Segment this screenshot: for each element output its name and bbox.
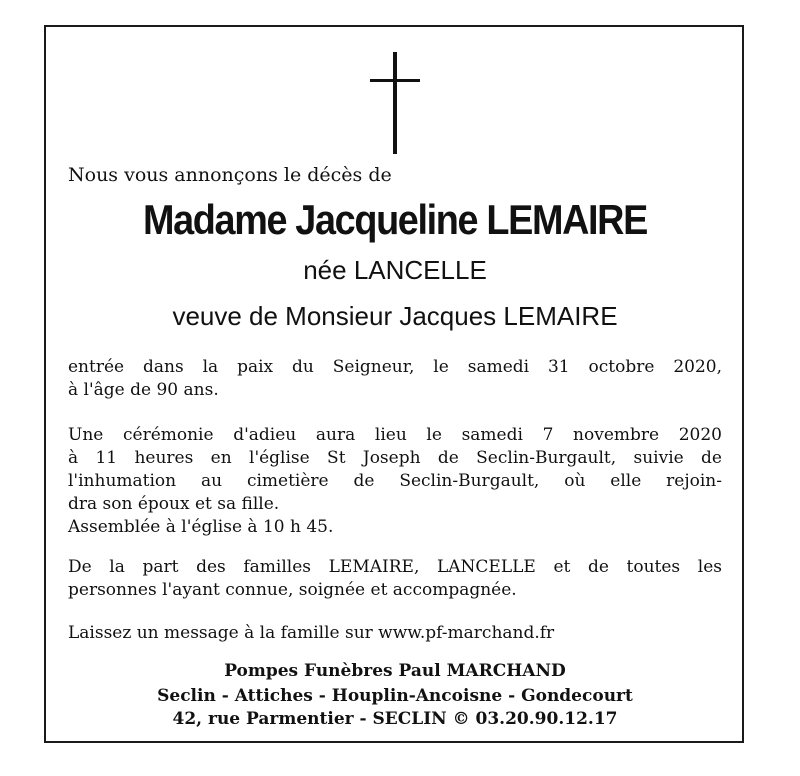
- family-line: personnes l'ayant connue, soignée et accompagnée.: [68, 580, 517, 600]
- ceremony-line: l'inhumation au cimetière de Seclin-Burgault, où elle rejoin-: [68, 471, 722, 491]
- ceremony-paragraph: [68, 424, 722, 539]
- cross-horizontal-bar: [370, 79, 420, 82]
- death-paragraph: [68, 356, 722, 402]
- ceremony-line: dra son époux et sa fille.: [68, 494, 280, 514]
- death-line: à l'âge de 90 ans.: [68, 380, 219, 400]
- family-paragraph: [68, 556, 722, 602]
- cross-vertical-bar: [393, 52, 397, 154]
- cross-icon: [370, 52, 420, 154]
- funeral-home-locations: Seclin - Attiches - Houplin-Ancoisne - Gondecourt: [157, 686, 633, 706]
- death-line: entrée dans la paix du Seigneur, le samedi 31 octobre 2020,: [68, 357, 722, 377]
- widow-of-text: veuve de Monsieur Jacques LEMAIRE: [172, 301, 618, 331]
- funeral-home-address: 42, rue Parmentier - SECLIN © 03.20.90.12.17: [172, 709, 618, 729]
- message-paragraph: [68, 622, 722, 645]
- ceremony-line: Une cérémonie d'adieu aura lieu le samedi 7 novembre 2020: [68, 425, 722, 445]
- intro-text: Nous vous annonçons le décès de: [68, 164, 392, 186]
- maiden-name: née LANCELLE: [303, 255, 487, 285]
- ceremony-line: Assemblée à l'église à 10 h 45.: [68, 517, 334, 537]
- message-line: Laissez un message à la famille sur www.pf-marchand.fr: [68, 623, 555, 643]
- funeral-home-name: Pompes Funèbres Paul MARCHAND: [224, 661, 566, 681]
- family-line: De la part des familles LEMAIRE, LANCELLE et de toutes les: [68, 557, 722, 577]
- deceased-name: Madame Jacqueline LEMAIRE: [143, 196, 647, 243]
- ceremony-line: à 11 heures en l'église St Joseph de Seclin-Burgault, suivie de: [68, 448, 722, 468]
